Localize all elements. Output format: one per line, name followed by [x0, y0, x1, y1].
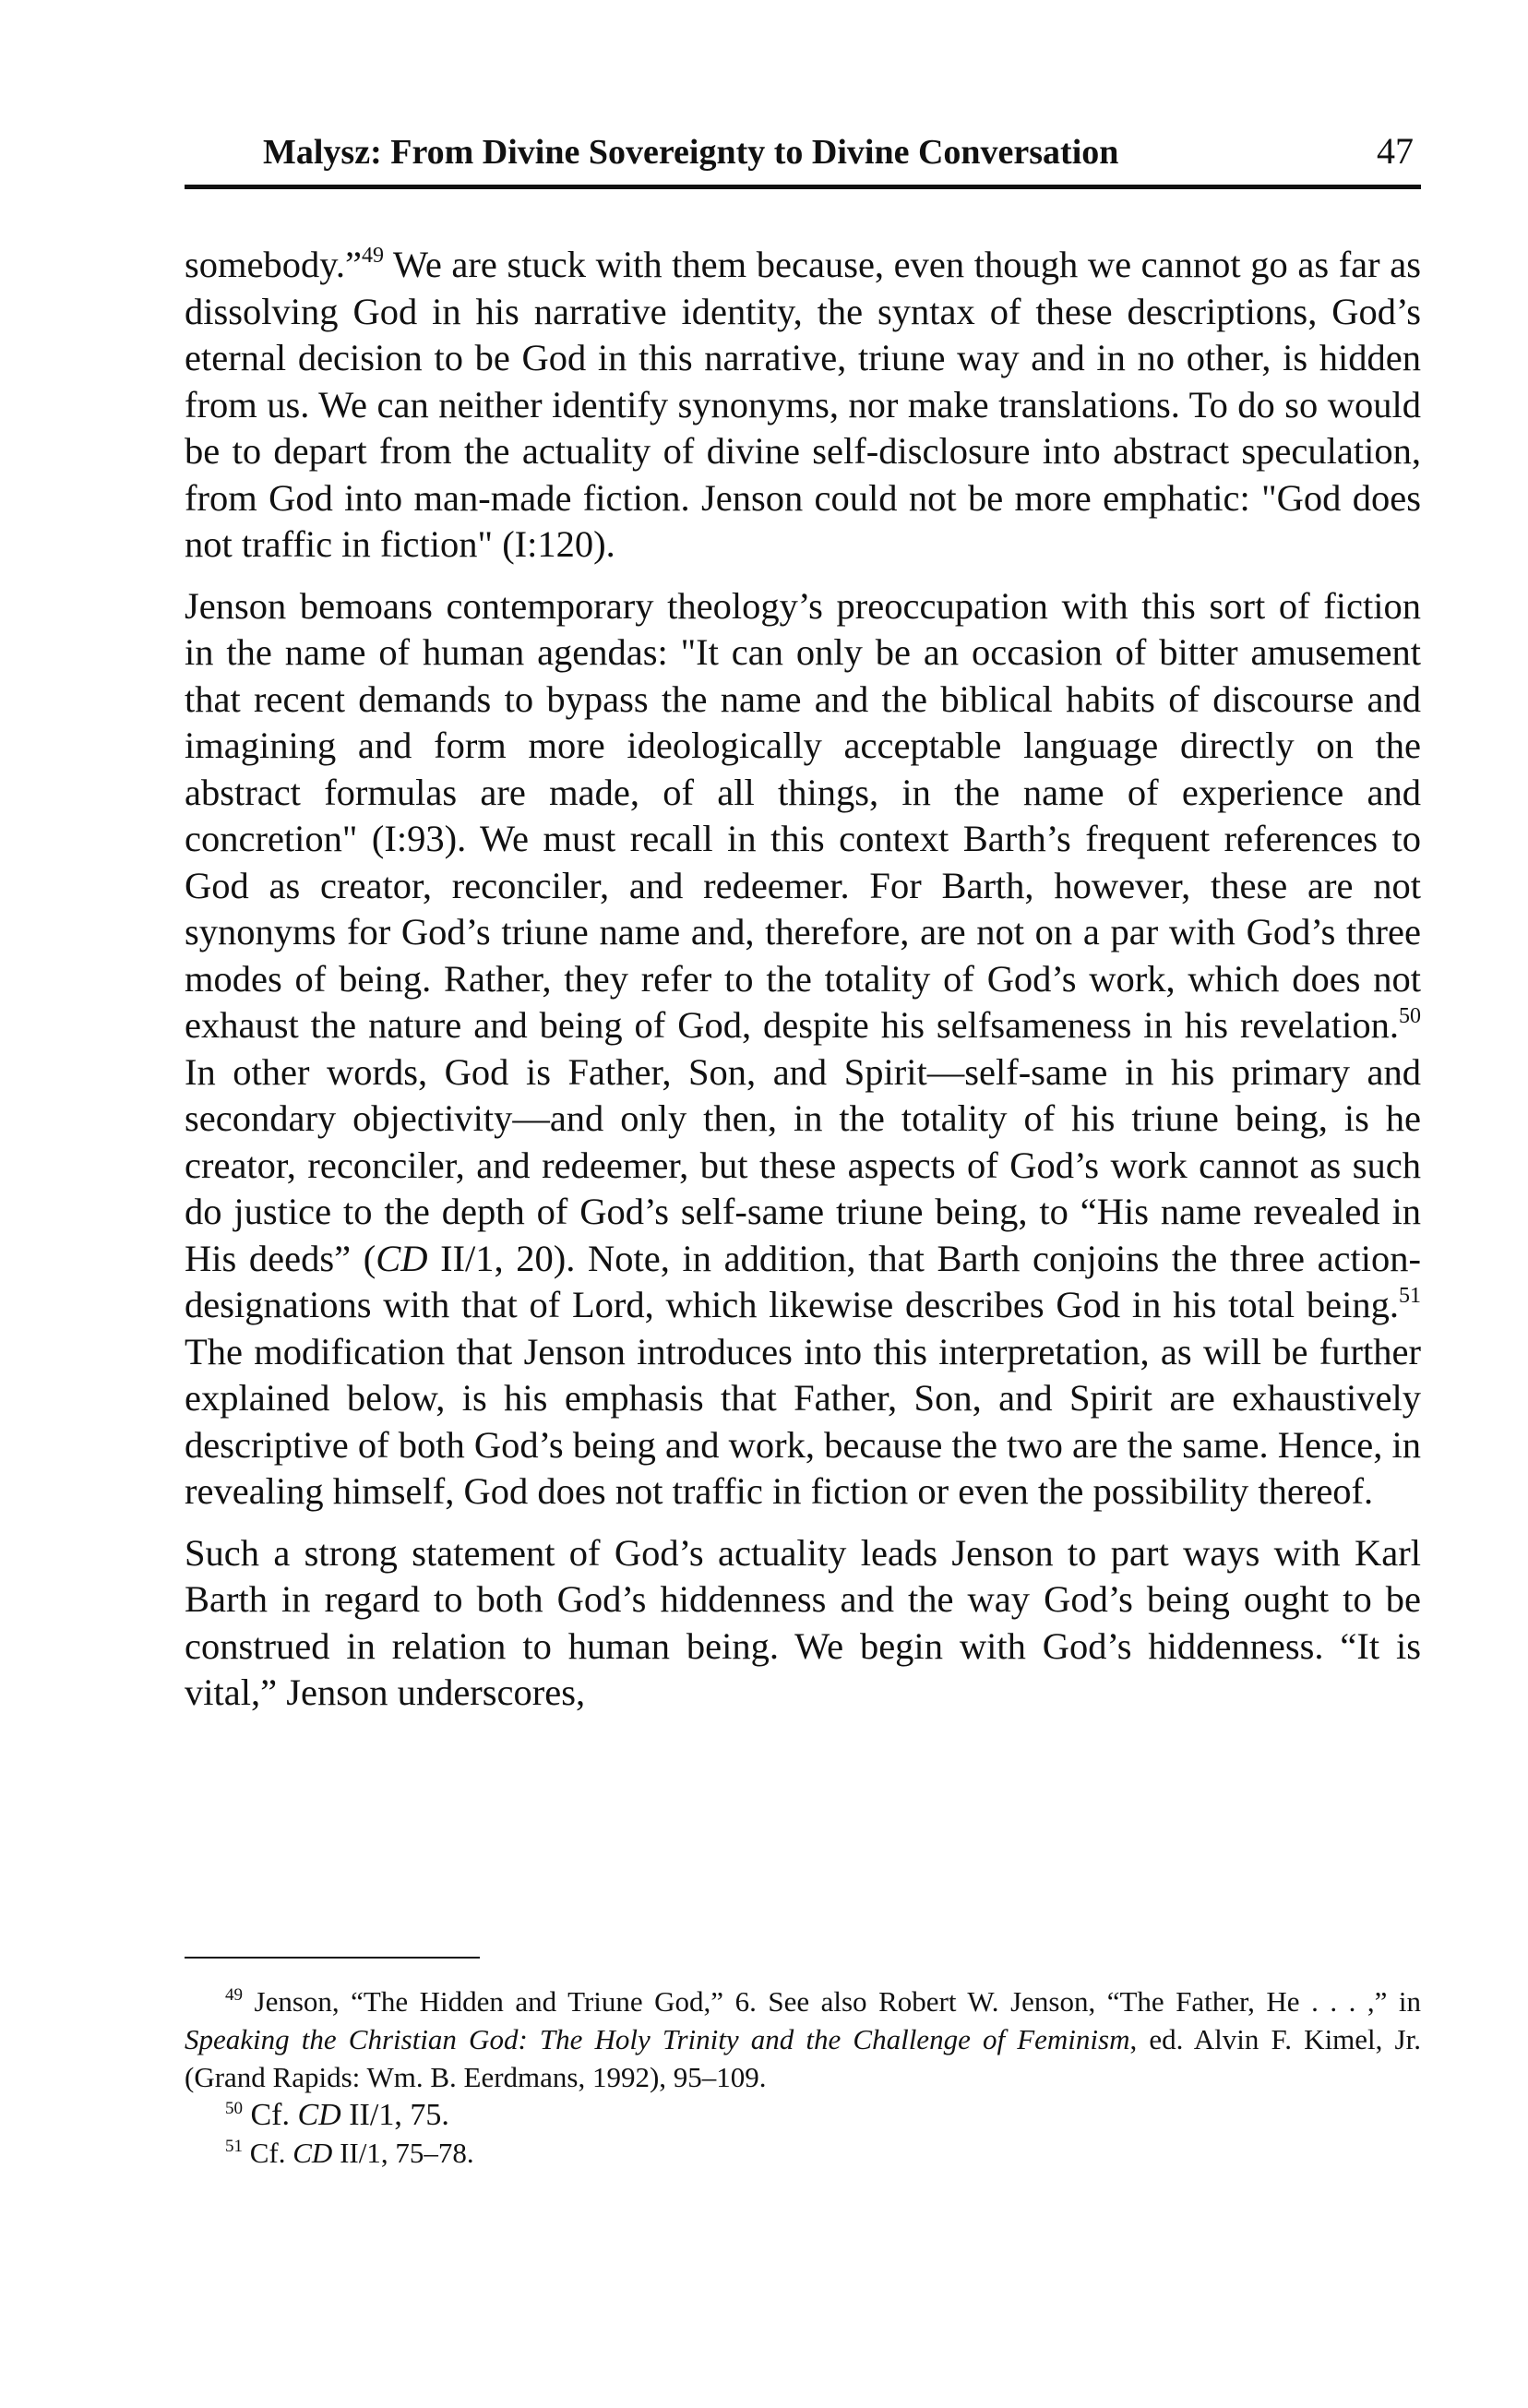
text-run: II/1, 75. [340, 2098, 449, 2132]
text-run: II/1, 75–78. [332, 2137, 474, 2169]
footnote-number: 49 [225, 1985, 243, 2005]
body-text [185, 242, 1421, 1717]
footnote-ref-51[interactable]: 51 [1399, 1284, 1421, 1308]
footnote-50 [185, 2096, 1421, 2134]
text-run: somebody.” [185, 244, 362, 285]
text-run: Jenson, “The Hidden and Triune God,” 6. See also Robert W. Jenson, “The Father, He . . . ,” in [243, 1985, 1421, 2018]
footnote-number: 51 [225, 2137, 243, 2156]
footnotes [185, 1983, 1421, 2172]
text-run-italic: CD [376, 1237, 428, 1279]
paragraph-3 [185, 1530, 1421, 1717]
footnote-number: 50 [225, 2099, 243, 2118]
text-run-italic: CD [297, 2098, 341, 2132]
paragraph-1 [185, 242, 1421, 569]
running-head [185, 129, 1421, 173]
footnote-rule [185, 1957, 480, 1959]
footnote-49 [185, 1983, 1421, 2096]
text-run: II/1, 20). Note, in addition, that Barth conjoins the three action-designations with that of Lord, which likewise describes God in his total being. [185, 1237, 1422, 1325]
header-rule [185, 185, 1421, 189]
footnote-51 [185, 2134, 1421, 2172]
text-run: Such a strong statement of God’s actuality leads Jenson to part ways with Karl Barth in regard to both God’s hiddenness and the way God’s being ought to be construed in relation to human being. We begin with God’s hiddenness. “It is vital,” Jenson underscores, [185, 1531, 1421, 1713]
text-run: Cf. [243, 2137, 293, 2169]
text-run: In other words, God is Father, Son, and Spirit—self-same in his primary and secondary objectivity—and only then, in the totality of his triune being, is he creator, reconciler, and redeemer, but these aspects of God’s work cannot as such do justice to the depth of God’s self-same triune being, to “His name revealed in His deeds” ( [185, 1050, 1421, 1279]
paragraph-2 [185, 583, 1421, 1515]
footnote-ref-49[interactable]: 49 [361, 244, 384, 268]
text-run: We are stuck with them because, even though we cannot go as far as dissolving God in his narrative identity, the syntax of these descriptions, God’s eternal decision to be God in this narrative, triune way and in no other, is hidden from us. We can neither identify synonyms, nor make translations. To do so would be to depart from the actuality of divine self-disclosure into abstract speculation, from God into man-made fiction. Jenson could not be more emphatic: "God does not traffic in fiction" (I:120). [185, 244, 1421, 565]
running-title: Malysz: From Divine Sovereignty to Divine Conversation [263, 133, 1119, 172]
text-run: Jenson bemoans contemporary theology’s preoccupation with this sort of fiction in the name of human agendas: "It can only be an occasion of bitter amusement that recent demands to bypass the name and the biblical habits of discourse and imagining and form more ideologically acceptable language directly on the abstract formulas are made, of all things, in the name of experience and concretion" (I:93). We must recall in this context Barth’s frequent references to God as creator, reconciler, and redeemer. For Barth, however, these are not synonyms for God’s triune name and, therefore, are not on a par with God’s three modes of being. Rather, they refer to the totality of God’s work, which does not exhaust the nature and being of God, despite his selfsameness in his revelation. [185, 584, 1421, 1046]
text-run: The modification that Jenson introduces into this interpretation, as will be further explained below, is his emphasis that Father, Son, and Spirit are exhaustively descriptive of both God’s being and work, because the two are the same. Hence, in revealing himself, God does not traffic in fiction or even the possibility thereof. [185, 1330, 1421, 1512]
text-run-italic: Speaking the Christian God: The Holy Trinity and the Challenge of Feminism [185, 2023, 1130, 2055]
text-run-italic: CD [292, 2137, 333, 2169]
page-number: 47 [1377, 130, 1414, 172]
text-run: , ed. Alvin F. Kimel, Jr. (Grand Rapids: Wm. B. Eerdmans, 1992), 95–109. [185, 2023, 1421, 2093]
text-run: Cf. [243, 2098, 298, 2132]
footnote-ref-50[interactable]: 50 [1399, 1004, 1421, 1028]
